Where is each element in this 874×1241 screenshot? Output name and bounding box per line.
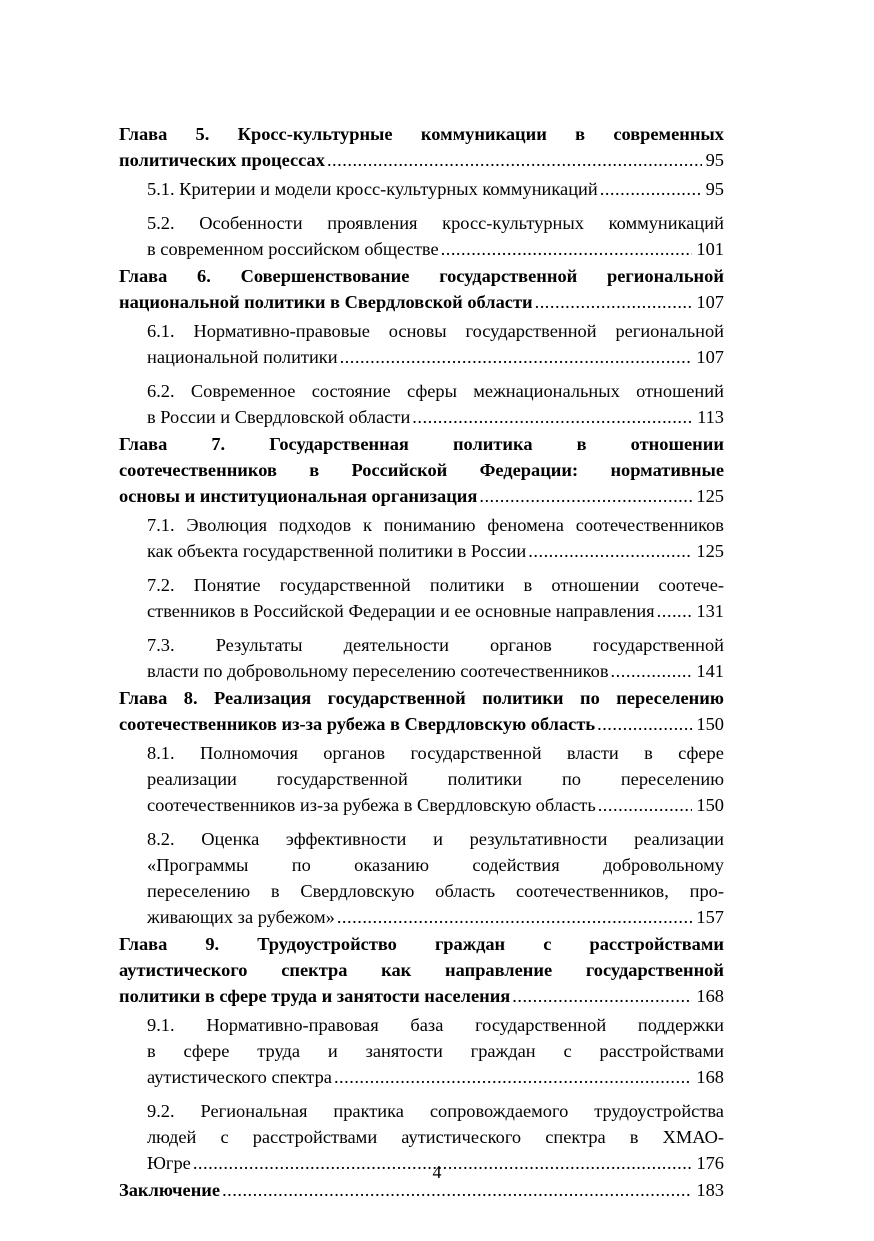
toc-entry-chapter[interactable] [119,121,724,173]
word: сферы [406,381,457,401]
word: граждан [470,1041,536,1061]
toc-entry-line [147,1012,724,1038]
word: поддержки [637,1015,724,1035]
toc-entry-line [147,1098,724,1124]
word: как [381,960,412,980]
word: отношений [636,381,724,401]
word: органов [323,743,386,763]
word: органов [490,635,552,655]
word: Глава [119,266,168,286]
word: направление [445,960,553,980]
word: с [543,934,552,954]
word: оказанию [354,855,430,875]
dot-leader [327,147,702,173]
dot-leader [512,983,692,1009]
word: состояние [311,381,391,401]
word: власти [566,743,619,763]
word: труда [257,1041,301,1061]
toc-entry-title: в России и Свердловской области [147,407,411,427]
toc-entry-page: 125 [696,541,724,561]
word: проявления [327,213,418,233]
word: современных [613,124,724,144]
word: подходов [278,515,352,535]
toc-entry-line [119,121,724,147]
word: Полномочия [199,743,298,763]
word: 6.2. [147,381,175,401]
word: межнациональных [473,381,620,401]
dot-leader [535,289,693,315]
word: ХМАО- [662,1127,724,1147]
word: по [561,769,581,789]
word: расстройствами [599,1041,724,1061]
word: соотечественников [119,460,277,480]
word: коммуникаций [608,213,724,233]
word: спектра [281,960,348,980]
toc-entry-line [147,512,724,538]
word: Совершенствование [240,266,410,286]
toc-entry-page: 101 [696,239,724,259]
word: переселению [620,769,724,789]
word: содействия [472,855,560,875]
word: Понятие [193,575,261,595]
word: пониманию [383,515,476,535]
word: Современное [190,381,296,401]
word: 8.1. [147,743,175,763]
word: база [410,1015,444,1035]
word: государственной [276,769,408,789]
toc-entry-line [147,1124,724,1150]
toc-entry-section[interactable] [119,740,724,818]
word: 5.2. [147,213,175,233]
word: 8. [183,688,198,708]
word: и [433,829,443,849]
word: сопровождаемого [429,1101,569,1121]
dot-leader [412,404,693,430]
toc-entry-title: национальной политики в Свердловской области [119,292,533,312]
toc-entry-last-line [147,344,724,370]
word: с [563,1041,572,1061]
word: государственной [439,266,578,286]
word: 9.1. [147,1015,175,1035]
toc-entry-title: основы и институциональная организация [119,486,478,506]
word: региональной [607,266,724,286]
dot-leader [479,483,692,509]
word: государственной [410,743,542,763]
word: 7. [211,434,226,454]
word: Глава [119,124,168,144]
word: 5. [195,124,210,144]
toc-entry-last-line [147,236,724,262]
toc-entry-last-line [147,176,724,202]
toc-entry-page: 107 [696,347,724,367]
word: область [435,881,496,901]
word: Особенности [199,213,303,233]
toc-entry-title: в современном российском обществе [147,239,439,259]
word: к [362,515,372,535]
toc-entry-line [147,378,724,404]
word: Нормативно-правовая [206,1015,379,1035]
toc-entry-title: национальной политики [147,347,338,367]
toc-entry-section[interactable] [119,210,724,262]
toc-entry-line [119,431,724,457]
word: нормативные [610,460,724,480]
toc-entry-last-line [147,404,724,430]
toc-entry-page: 157 [696,907,724,927]
word: государственной [592,635,724,655]
toc-entry-line [147,572,724,598]
word: феномена [487,515,564,535]
toc-entry-chapter[interactable] [119,431,724,509]
toc-entry-line [119,263,724,289]
toc-entry-last-line [119,483,724,509]
toc-entry-last-line [147,598,724,624]
word: занятости [365,1041,443,1061]
dot-leader [340,344,693,370]
toc-entry-title: политических процессах [119,150,325,170]
word: сфере [183,1041,230,1061]
word: Государственная [269,434,409,454]
toc-entry-line [147,852,724,878]
toc-entry-last-line [147,538,724,564]
toc-entry-title: Югре [147,1153,191,1173]
toc-entry-last-line [119,983,724,1009]
toc-entry-last-line [147,1064,724,1090]
toc-entry-line [147,632,724,658]
word: политики [482,688,564,708]
word: в [523,575,533,595]
word: Оценка [201,829,260,849]
toc-entry-chapter[interactable] [119,685,724,737]
toc-entry-page: 168 [696,1067,724,1087]
word: 7.1. [147,515,175,535]
word: Глава [119,434,168,454]
word: 9. [205,934,220,954]
dot-leader [657,598,693,624]
toc-entry-page: 95 [705,150,724,170]
dot-leader [441,236,693,262]
word: добровольному [603,855,724,875]
toc-entry-last-line [119,289,724,315]
word: результативности [469,829,608,849]
word: расстройствами [589,934,724,954]
word: Эволюция [186,515,268,535]
toc-entry-line [147,1038,724,1064]
toc-entry-title: 5.1. Критерии и модели кросс-культурных коммуникаций [147,179,598,199]
table-of-contents [119,120,724,1203]
page-number: 4 [432,1162,442,1182]
toc-entry-title: соотечественников из-за рубежа в Свердловскую область [147,795,596,815]
word: кросс-культурных [442,213,584,233]
word: трудоустройства [594,1101,724,1121]
toc-entry-title: Заключение [119,1180,221,1200]
dot-leader [598,792,693,818]
word: государственной [585,960,724,980]
toc-entry-section[interactable] [119,378,724,430]
toc-entry-page: 131 [696,601,724,621]
word: Реализация [214,688,312,708]
word: соотечественников, [515,881,669,901]
word: в [575,124,586,144]
toc-entry-section[interactable] [119,632,724,684]
toc-entry-page: 176 [696,1153,724,1173]
word: аутистического [119,960,248,980]
toc-entry-title: живающих за рубежом» [147,907,335,927]
toc-entry-page: 141 [696,661,724,681]
word: Федерации: [479,460,579,480]
word: реализации [147,769,237,789]
toc-entry-page: 125 [696,486,724,506]
word: по [579,688,600,708]
word: 6.1. [147,321,175,341]
word: 7.2. [147,575,175,595]
word: Российской [351,460,448,480]
word: деятельности [343,635,449,655]
toc-entry-chapter[interactable] [119,263,724,315]
word: сфере [678,743,724,763]
toc-entry-title: соотечественников из-за рубежа в Свердловскую область [119,714,596,734]
word: спектра [545,1127,606,1147]
word: расстройствами [252,1127,378,1147]
word: «Программы [147,855,249,875]
word: Глава [119,688,168,708]
toc-entry-title: ственников в Российской Федерации и ее основные направления [147,601,655,621]
word: 6. [197,266,211,286]
word: Кросс-культурные [237,124,393,144]
toc-entry-line [119,957,724,983]
word: отношении [630,434,724,454]
toc-entry-section[interactable] [119,176,724,202]
word: реализации [634,829,724,849]
toc-entry-last-line [147,658,724,684]
word: в [309,460,320,480]
word: практика [333,1101,404,1121]
word: соотечественников [575,515,724,535]
word: Нормативно-правовые [193,321,370,341]
word: Региональная [200,1101,308,1121]
word: коммуникации [420,124,547,144]
word: по [291,855,311,875]
word: с [220,1127,229,1147]
word: политики [447,769,523,789]
toc-entry-section[interactable] [119,318,724,370]
word: политики [429,575,505,595]
toc-entry-line [147,318,724,344]
toc-entry-line [147,740,724,766]
toc-entry-page: 113 [697,407,724,427]
word: про- [689,881,724,901]
toc-entry-last-line [147,792,724,818]
word: региональной [615,321,724,341]
dot-leader [600,176,702,202]
word: политика [452,434,533,454]
word: граждан [434,934,506,954]
toc-entry-line [119,685,724,711]
toc-entry-line [119,931,724,957]
word: переселению [147,881,251,901]
toc-entry-title: власти по добровольному переселению соотечественников [147,661,609,681]
word: Результаты [215,635,303,655]
word: людей [147,1127,197,1147]
toc-entry-section[interactable] [119,572,724,624]
toc-entry-last-line [119,711,724,737]
toc-entry-line [147,878,724,904]
word: 8.2. [147,829,175,849]
toc-entry-line [147,766,724,792]
toc-entry-page: 150 [696,714,724,734]
word: государственной [475,1015,607,1035]
word: Свердловскую [300,881,415,901]
dot-leader [611,658,693,684]
dot-leader [597,711,692,737]
toc-entry-line [119,457,724,483]
word: основы [388,321,447,341]
toc-entry-title: аутистического спектра [147,1067,332,1087]
toc-entry-section[interactable] [119,512,724,564]
word: соотече- [658,575,724,595]
toc-entry-line [147,210,724,236]
toc-entry-chapter[interactable] [119,931,724,1009]
toc-entry-section[interactable] [119,826,724,930]
word: государственной [465,321,597,341]
toc-entry-last-line [119,147,724,173]
dot-leader [528,538,692,564]
word: в [147,1041,156,1061]
toc-entry-page: 95 [705,179,724,199]
word: государственной [327,688,466,708]
dot-leader [337,904,693,930]
toc-entry-page: 107 [696,292,724,312]
word: Глава [119,934,168,954]
word: в [576,434,587,454]
toc-entry-page: 183 [696,1180,724,1200]
word: в [644,743,653,763]
word: отношении [551,575,640,595]
dot-leader [334,1064,692,1090]
toc-entry-page: 168 [696,986,724,1006]
toc-entry-page: 150 [696,795,724,815]
word: Трудоустройство [257,934,397,954]
toc-entry-last-line [147,904,724,930]
toc-entry-line [147,826,724,852]
word: в [629,1127,639,1147]
word: аутистического [401,1127,522,1147]
word: эффективности [285,829,407,849]
word: в [270,881,280,901]
toc-entry-title: политики в сфере труда и занятости населения [119,986,511,1006]
word: 9.2. [147,1101,175,1121]
word: государственной [279,575,411,595]
toc-entry-section[interactable] [119,1012,724,1090]
toc-entry-title: как объекта государственной политики в России [147,541,527,561]
word: и [327,1041,338,1061]
word: 7.3. [147,635,175,655]
word: переселению [616,688,724,708]
